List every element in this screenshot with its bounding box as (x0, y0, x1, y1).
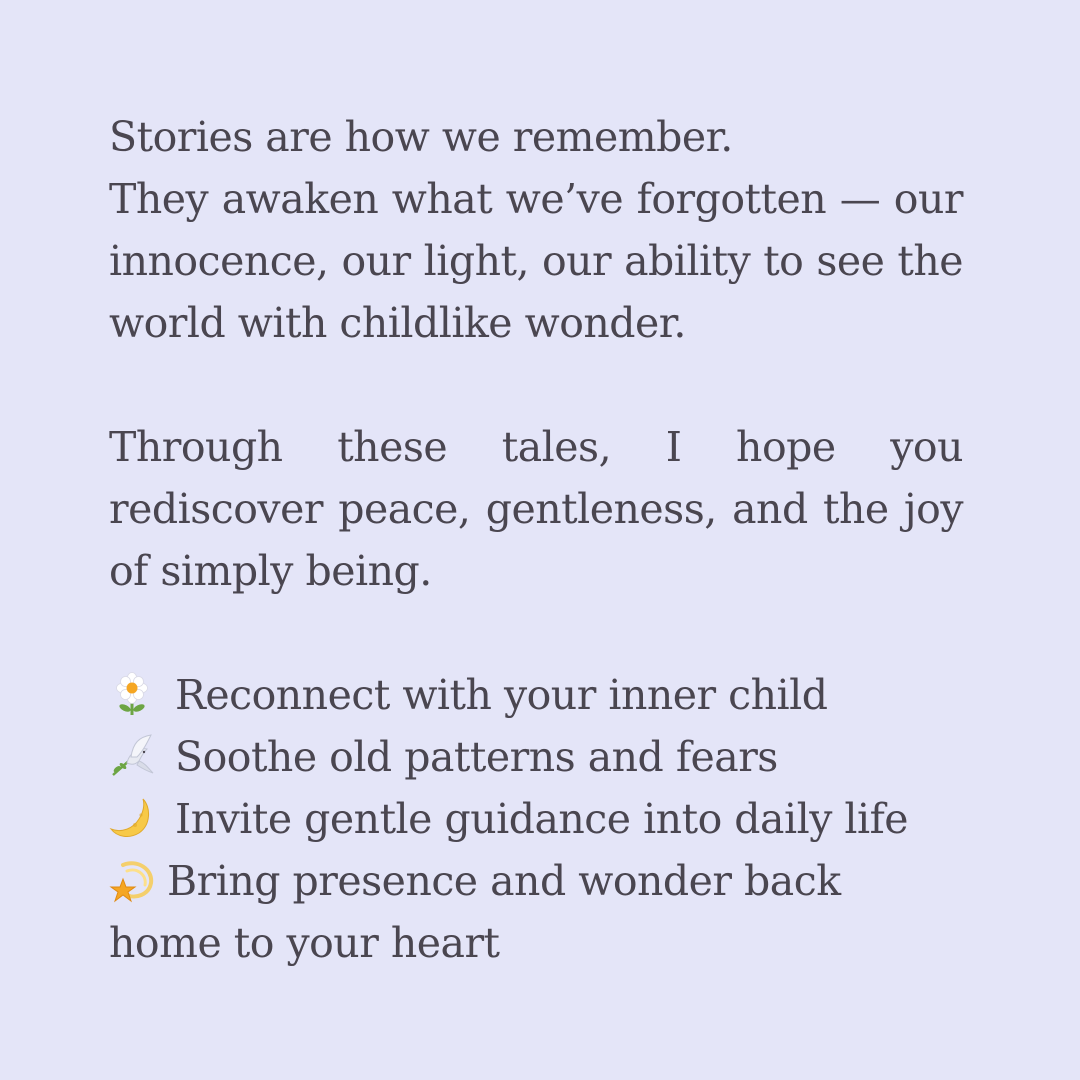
daisy-icon (109, 671, 155, 717)
list-item (109, 850, 963, 974)
shooting-star-icon (109, 857, 155, 903)
content-block (109, 106, 963, 974)
dove-icon (109, 733, 155, 779)
intro-line-2: They awaken what we’ve forgotten — our innocence, our light, our ability to see the world with childlike wonder. (109, 175, 963, 347)
benefit-list (109, 664, 963, 974)
hope-line-2: rediscover peace, gentleness, and the joy of simply being. (109, 485, 963, 595)
list-item (109, 788, 963, 850)
list-item (109, 664, 963, 726)
hope-line-1: Through these tales, I hope you (109, 423, 963, 471)
hope-paragraph (109, 416, 963, 602)
benefit-label: Bring presence and wonder back home to your heart (109, 857, 841, 967)
list-item (109, 726, 963, 788)
benefit-label: Invite gentle guidance into daily life (175, 795, 909, 843)
crescent-moon-icon (109, 795, 155, 841)
intro-line-1: Stories are how we remember. (109, 113, 733, 161)
benefit-label: Reconnect with your inner child (175, 671, 828, 719)
benefit-label: Soothe old patterns and fears (175, 733, 778, 781)
intro-paragraph (109, 106, 963, 354)
